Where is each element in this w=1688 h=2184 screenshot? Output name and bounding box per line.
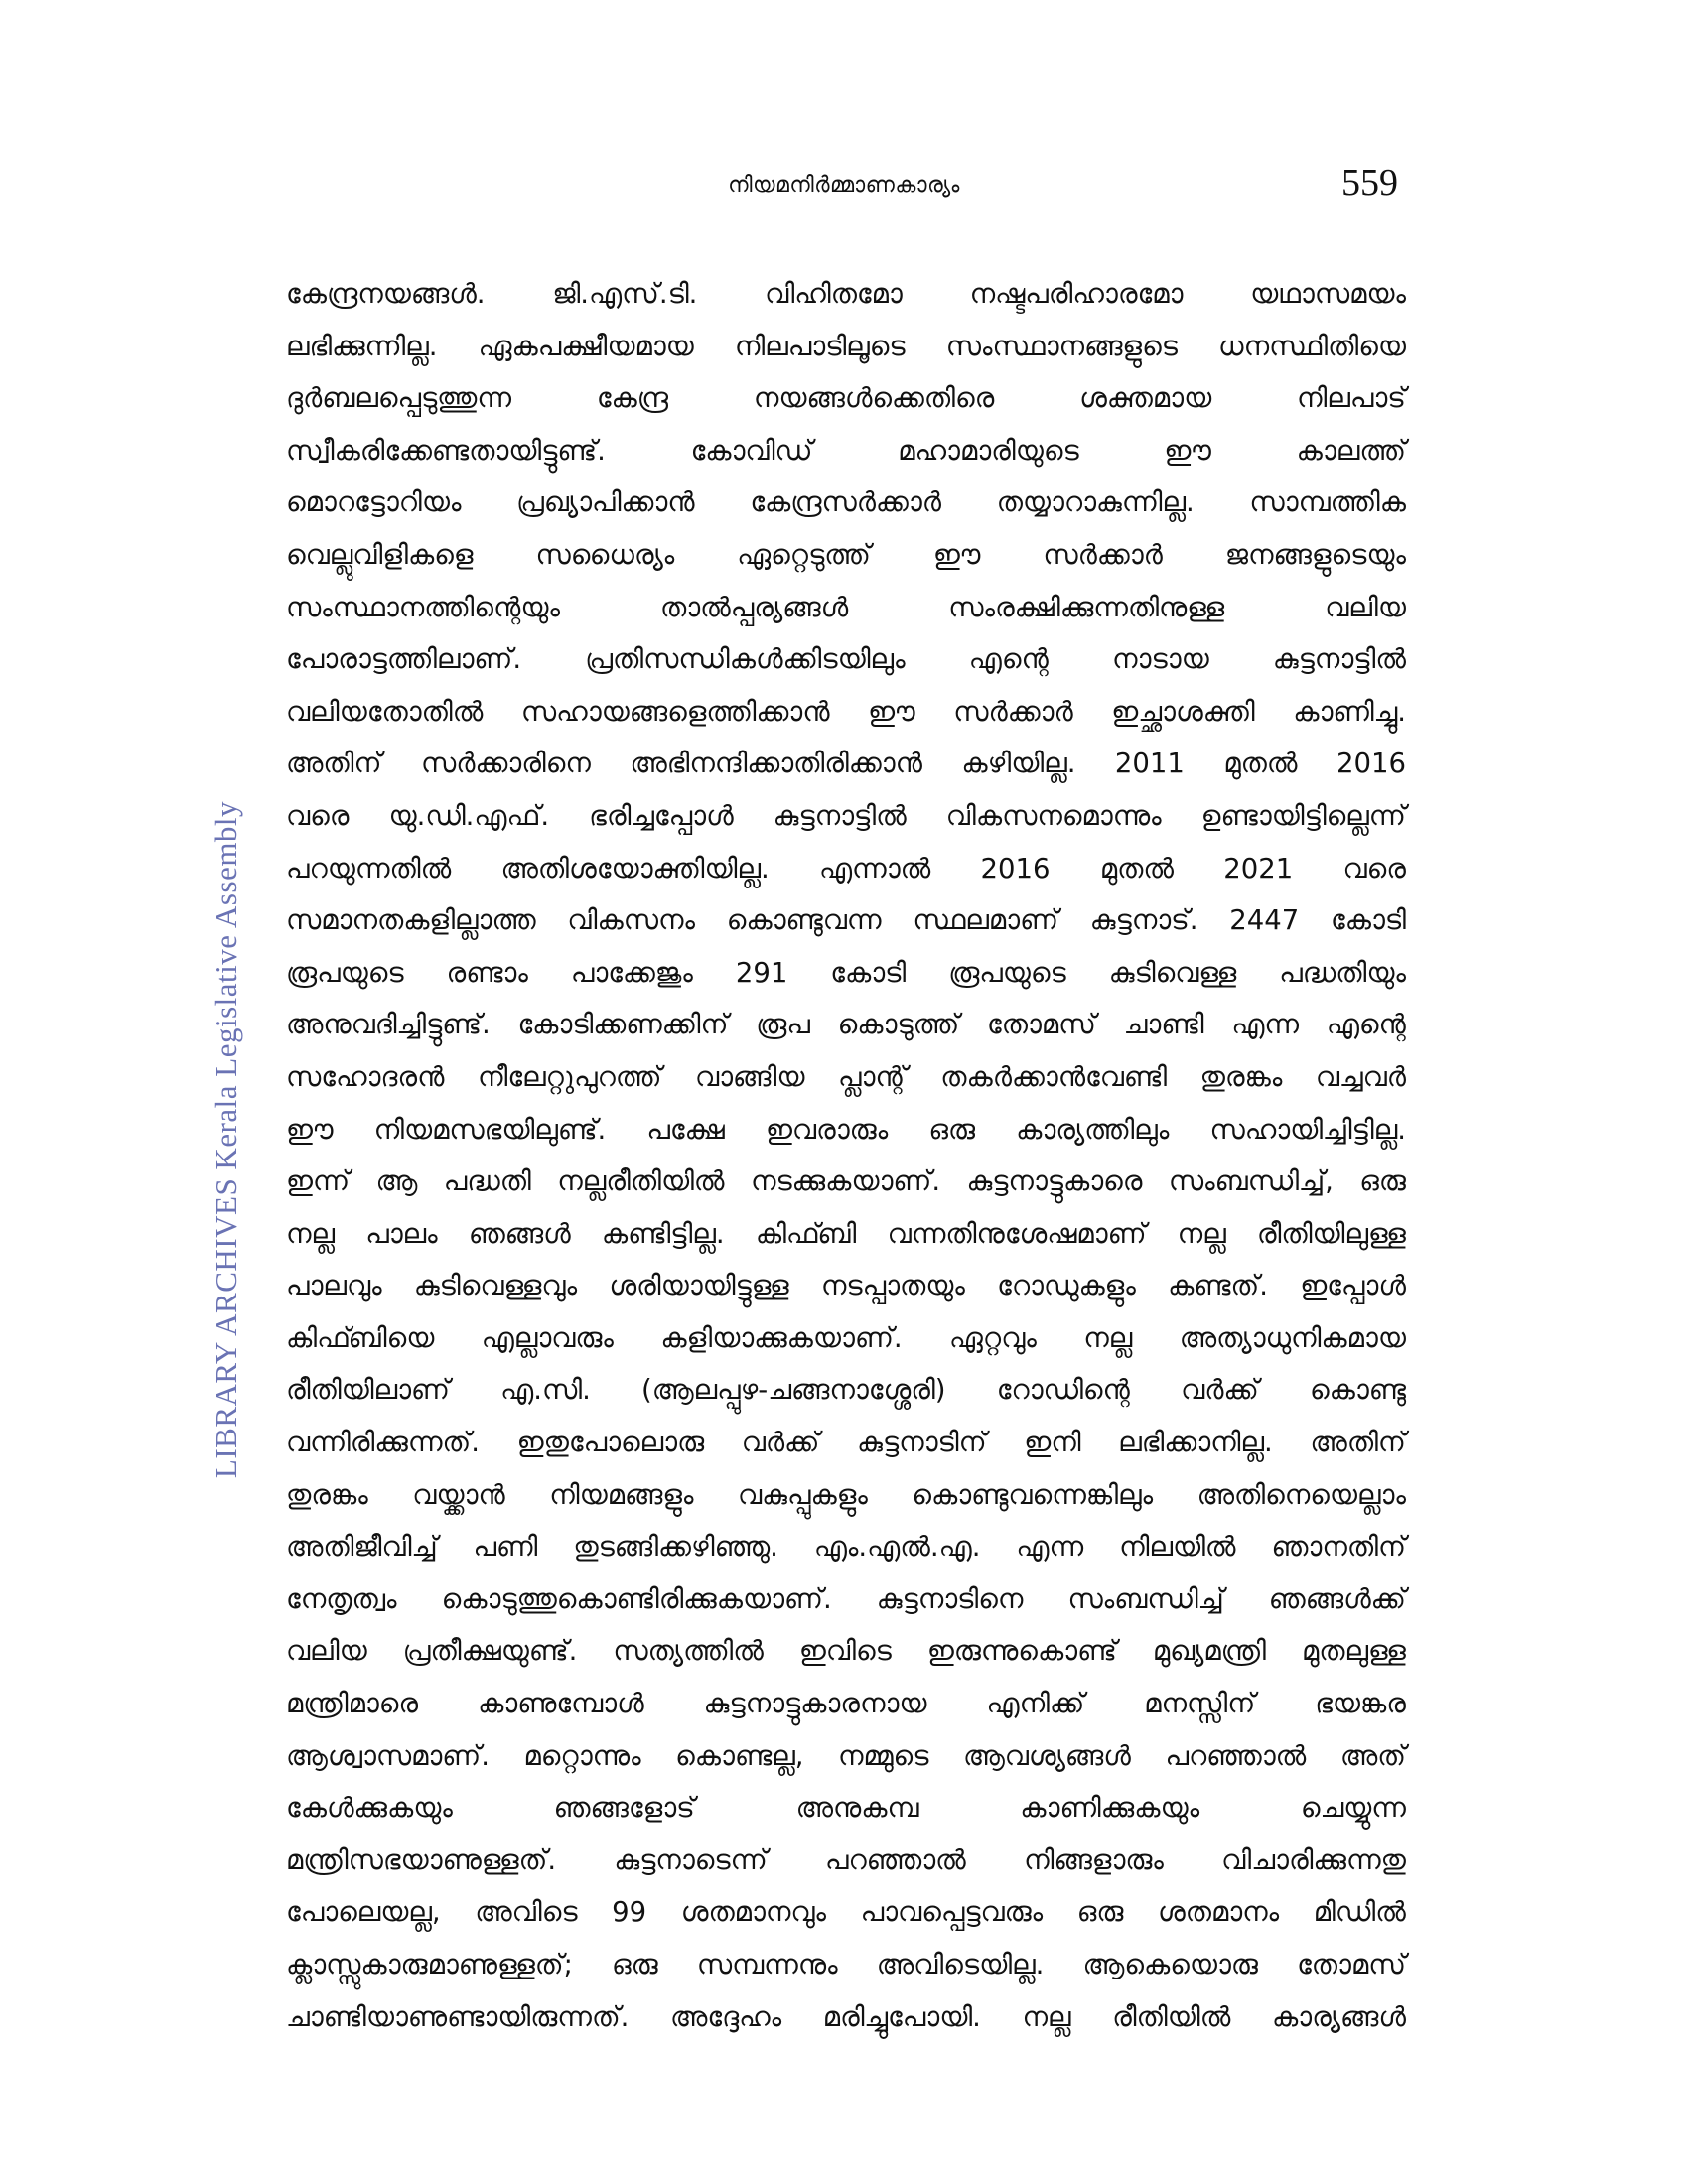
text-line: വന്നിരിക്കുന്നത്. ഇതുപോലൊരു വർക്ക് കുട്ടനാടിന് ഇനി ലഭിക്കാനില്ല. അതിന്: [286, 1427, 1406, 1459]
text-line: മൊറട്ടോറിയം പ്രഖ്യാപിക്കാൻ കേന്ദ്രസർക്കാർ തയ്യാറാകുന്നില്ല. സാമ്പത്തിക: [286, 486, 1406, 519]
text-line: പാലവും കുടിവെള്ളവും ശരിയായിട്ടുള്ള നടപ്പാതയും റോഡുകളും കണ്ടത്. ഇപ്പോൾ: [286, 1270, 1406, 1302]
text-line: തുരങ്കം വയ്ക്കാൻ നിയമങ്ങളും വകുപ്പുകളും കൊണ്ടുവന്നെങ്കിലും അതിനെയെല്ലാം: [286, 1478, 1406, 1511]
text-line: അനുവദിച്ചിട്ടുണ്ട്. കോടിക്കണക്കിന് രൂപ കൊടുത്ത് തോമസ് ചാണ്ടി എന്ന എന്റെ: [286, 1009, 1406, 1041]
text-line: അതിന് സർക്കാരിനെ അഭിനന്ദിക്കാതിരിക്കാൻ കഴിയില്ല. 2011 മുതൽ 2016: [286, 748, 1406, 780]
text-line: ലഭിക്കുന്നില്ല. ഏകപക്ഷീയമായ നിലപാടിലൂടെ സംസ്ഥാനങ്ങളുടെ ധനസ്ഥിതിയെ: [286, 330, 1406, 362]
text-line: വെല്ലുവിളികളെ സധൈര്യം ഏറ്റെടുത്ത് ഈ സർക്കാർ ജനങ്ങളുടെയും: [286, 538, 1406, 571]
text-line: മന്ത്രിമാരെ കാണുമ്പോൾ കുട്ടനാട്ടുകാരനായ എനിക്ക് മനസ്സിന് ഭയങ്കര: [286, 1688, 1406, 1720]
text-line: ദുർബലപ്പെടുത്തുന്ന കേന്ദ്ര നയങ്ങൾക്കെതിരെ ശക്തമായ നിലപാട്: [286, 382, 1406, 415]
text-line: രൂപയുടെ രണ്ടാം പാക്കേജും 291 കോടി രൂപയുടെ കുടിവെള്ള പദ്ധതിയും: [286, 956, 1406, 989]
running-head: [0, 161, 1688, 210]
text-line: പറയുന്നതിൽ അതിശയോക്തിയില്ല. എന്നാൽ 2016 മുതൽ 2021 വരെ: [286, 852, 1406, 885]
text-line: വരെ യു.ഡി.എഫ്. ഭരിച്ചപ്പോൾ കുട്ടനാട്ടിൽ വികസനമൊന്നും ഉണ്ടായിട്ടില്ലെന്ന്: [286, 799, 1406, 832]
text-line: ആശ്വാസമാണ്. മറ്റൊന്നും കൊണ്ടല്ല, നമ്മുടെ ആവശ്യങ്ങൾ പറഞ്ഞാൽ അത്: [286, 1739, 1406, 1772]
text-line: വലിയതോതിൽ സഹായങ്ങളെത്തിക്കാൻ ഈ സർക്കാർ ഇച്ഛാശക്തി കാണിച്ചു.: [286, 695, 1406, 728]
text-line: സഹോദരൻ നീലേറ്റുപുറത്ത് വാങ്ങിയ പ്ലാന്റ് തകർക്കാൻവേണ്ടി തുരങ്കം വച്ചവർ: [286, 1060, 1406, 1093]
text-line: ഈ നിയമസഭയിലുണ്ട്. പക്ഷേ ഇവരാരും ഒരു കാര്യത്തിലും സഹായിച്ചിട്ടില്ല.: [286, 1113, 1406, 1146]
text-line: ക്ലാസ്സുകാരുമാണുള്ളത്; ഒരു സമ്പന്നനും അവിടെയില്ല. ആകെയൊരു തോമസ്: [286, 1949, 1406, 1980]
body-text: [286, 268, 1406, 2043]
page-number: 559: [1341, 162, 1398, 204]
text-line: പോരാട്ടത്തിലാണ്. പ്രതിസന്ധികൾക്കിടയിലും എന്റെ നാടായ കുട്ടനാട്ടിൽ: [286, 643, 1406, 676]
text-line: സമാനതകളില്ലാത്ത വികസനം കൊണ്ടുവന്ന സ്ഥലമാണ് കുട്ടനാട്. 2447 കോടി: [286, 904, 1406, 937]
text-line: ഇന്ന് ആ പദ്ധതി നല്ലരീതിയിൽ നടക്കുകയാണ്. കുട്ടനാട്ടുകാരെ സംബന്ധിച്ച്, ഒരു: [286, 1165, 1406, 1198]
text-line: വലിയ പ്രതീക്ഷയുണ്ട്. സത്യത്തിൽ ഇവിടെ ഇരുന്നുകൊണ്ട് മുഖ്യമന്ത്രി മുതലുള്ള: [286, 1635, 1406, 1668]
running-title: നിയമനിർമ്മാണകാര്യം: [728, 173, 960, 198]
text-line: സംസ്ഥാനത്തിന്റെയും താൽപ്പര്യങ്ങൾ സംരക്ഷിക്കുന്നതിനുള്ള വലിയ: [286, 591, 1406, 623]
text-line: രീതിയിലാണ് എ.സി. (ആലപ്പുഴ-ചങ്ങനാശ്ശേരി) റോഡിന്റെ വർക്ക് കൊണ്ടു: [286, 1374, 1406, 1407]
text-line: പോലെയല്ല, അവിടെ 99 ശതമാനവും പാവപ്പെട്ടവരും ഒരു ശതമാനം മിഡിൽ: [286, 1896, 1406, 1929]
text-line: സ്വീകരിക്കേണ്ടതായിട്ടുണ്ട്. കോവിഡ് മഹാമാരിയുടെ ഈ കാലത്ത്: [286, 434, 1406, 467]
text-line: കേന്ദ്രനയങ്ങൾ. ജി.എസ്.ടി. വിഹിതമോ നഷ്ടപരിഹാരമോ യഥാസമയം: [286, 278, 1406, 310]
text-line: കിഫ്ബിയെ എല്ലാവരും കളിയാക്കുകയാണ്. ഏറ്റവും നല്ല അത്യാധുനികമായ: [286, 1321, 1406, 1354]
archive-watermark: LIBRARY ARCHIVES Kerala Legislative Assembly: [209, 800, 243, 1479]
text-line: മന്ത്രിസഭയാണുള്ളത്. കുട്ടനാടെന്ന് പറഞ്ഞാൽ നിങ്ങളാരും വിചാരിക്കുന്നതു: [286, 1843, 1406, 1876]
text-line: നല്ല പാലം ഞങ്ങൾ കണ്ടിട്ടില്ല. കിഫ്ബി വന്നതിനുശേഷമാണ് നല്ല രീതിയിലുള്ള: [286, 1217, 1406, 1250]
text-line: നേതൃത്വം കൊടുത്തുകൊണ്ടിരിക്കുകയാണ്. കുട്ടനാടിനെ സംബന്ധിച്ച് ഞങ്ങൾക്ക്: [286, 1582, 1406, 1615]
text-line: കേൾക്കുകയും ഞങ്ങളോട് അനുകമ്പ കാണിക്കുകയും ചെയ്യുന്ന: [286, 1792, 1406, 1825]
text-line: അതിജീവിച്ച് പണി തുടങ്ങിക്കഴിഞ്ഞു. എം.എൽ.എ. എന്ന നിലയിൽ ഞാനതിന്: [286, 1531, 1406, 1564]
text-line: ചാണ്ടിയാണുണ്ടായിരുന്നത്. അദ്ദേഹം മരിച്ചുപോയി. നല്ല രീതിയിൽ കാര്യങ്ങൾ: [286, 2000, 1406, 2033]
